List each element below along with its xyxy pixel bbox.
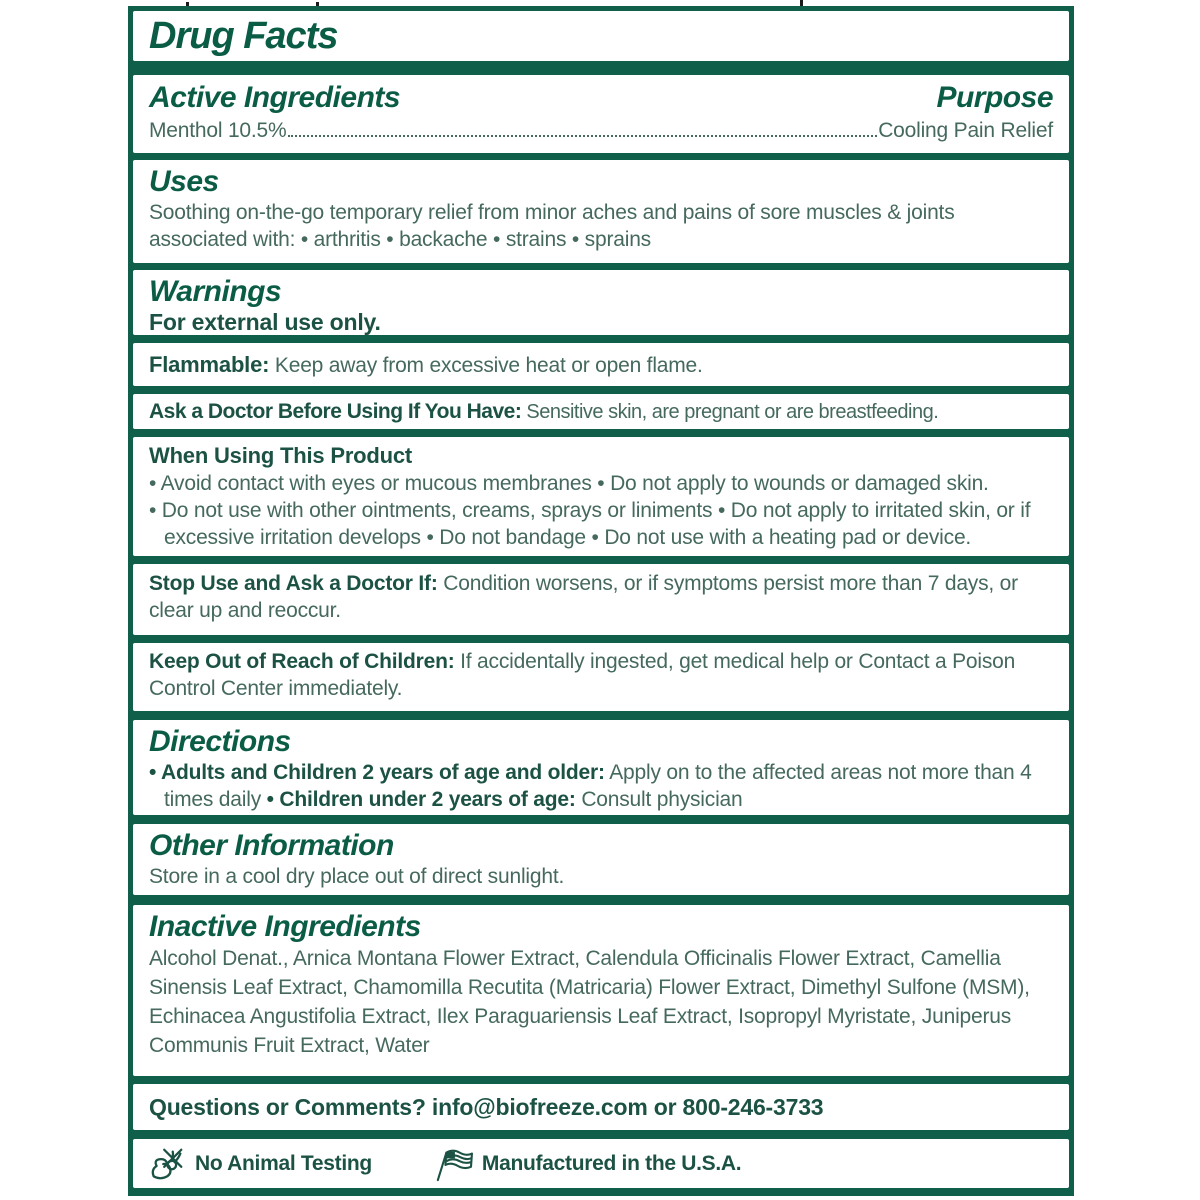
purpose-heading: Purpose [936, 81, 1053, 114]
other-information-heading: Other Information [149, 829, 394, 862]
keep-out-text [149, 648, 1053, 702]
section-directions [133, 720, 1069, 815]
section-ask-doctor [133, 394, 1069, 429]
usa-flag-icon [432, 1146, 474, 1182]
section-inactive-ingredients [133, 905, 1069, 1076]
directions-children-label: • Children under 2 years of age: [266, 788, 576, 811]
section-stop-use [133, 564, 1069, 635]
section-other-information [133, 824, 1069, 895]
inactive-ingredients-heading: Inactive Ingredients [149, 910, 421, 943]
when-using-bullet-1: • Avoid contact with eyes or mucous membranes • Do not apply to wounds or damaged skin. [149, 472, 989, 495]
stop-use-text [149, 570, 1053, 624]
ask-doctor-body: Sensitive skin, are pregnant or are breastfeeding. [526, 400, 939, 423]
made-in-usa-label: Manufactured in the U.S.A. [481, 1151, 742, 1175]
dotted-leader [288, 135, 878, 137]
ask-doctor-label: Ask a Doctor Before Using If You Have: [149, 399, 522, 423]
when-using-bullet-2: • Do not use with other ointments, creams, sprays or liniments • Do not apply to irritated skin, or if excessive irritation develops • Do not bandage • Do not use with a heating pad or device. [149, 499, 1031, 549]
when-using-heading: When Using This Product [149, 443, 413, 468]
no-animal-testing-rabbit-icon [149, 1145, 187, 1183]
directions-heading: Directions [149, 725, 291, 758]
other-information-text: Store in a cool dry place out of direct sunlight. [149, 865, 565, 888]
active-ingredient-purpose: Cooling Pain Relief [878, 119, 1053, 142]
uses-text: Soothing on-the-go temporary relief from minor aches and pains of sore muscles & joints associated with: • arthritis • backache • strains • sprains [149, 201, 955, 251]
flammable-text [149, 351, 703, 379]
warnings-text: For external use only. [149, 309, 381, 335]
made-in-usa-item [432, 1146, 741, 1182]
section-warnings [133, 270, 1069, 335]
directions-adults-label: • Adults and Children 2 years of age and older: [149, 761, 605, 784]
directions-children-text: Consult physician [581, 788, 743, 811]
questions-comments-text: Questions or Comments? info@biofreeze.com or 800-246-3733 [149, 1093, 824, 1120]
drug-facts-panel [128, 6, 1074, 1196]
section-footer-icons [133, 1139, 1069, 1188]
directions-adults-text: Apply on to the affected areas not more than 4 times daily [164, 761, 1032, 811]
flammable-body: Keep away from excessive heat or open flame. [274, 353, 703, 377]
keep-out-label: Keep Out of Reach of Children: [149, 650, 455, 673]
inactive-ingredients-text: Alcohol Denat., Arnica Montana Flower Extract, Calendula Officinalis Flower Extract, Camellia Sinensis Leaf Extract, Chamomilla Recutita (Matricaria) Flower Extract, Dimethyl Sulfone (MSM), Echinacea Angustifolia Extract, Ilex Paraguariensis Leaf Extract, Isopropyl Myristate, Juniperus Communis Fruit Extract, Water [149, 947, 1030, 1057]
flammable-label: Flammable: [149, 351, 270, 377]
warnings-heading: Warnings [149, 275, 282, 308]
section-flammable [133, 343, 1069, 386]
section-keep-out-of-reach [133, 643, 1069, 711]
section-active-ingredients [133, 75, 1069, 153]
section-uses [133, 160, 1069, 263]
no-animal-testing-item [149, 1145, 372, 1183]
section-questions-comments [133, 1084, 1069, 1130]
active-ingredients-heading: Active Ingredients [149, 81, 401, 114]
section-drug-facts-title [133, 11, 1069, 61]
ask-doctor-text [149, 398, 938, 426]
keep-out-body: If accidentally ingested, get medical help or Contact a Poison Control Center immediately. [149, 650, 1016, 700]
stop-use-body: Condition worsens, or if symptoms persist more than 7 days, or clear up and reoccur. [149, 572, 1018, 622]
stop-use-label: Stop Use and Ask a Doctor If: [149, 572, 438, 595]
directions-text [149, 759, 1053, 813]
active-ingredient-name: Menthol 10.5% [149, 119, 287, 142]
uses-heading: Uses [149, 165, 219, 198]
section-when-using [133, 437, 1069, 556]
page-title: Drug Facts [149, 14, 338, 57]
active-ingredient-row [149, 119, 1053, 143]
no-animal-testing-label: No Animal Testing [195, 1151, 372, 1175]
